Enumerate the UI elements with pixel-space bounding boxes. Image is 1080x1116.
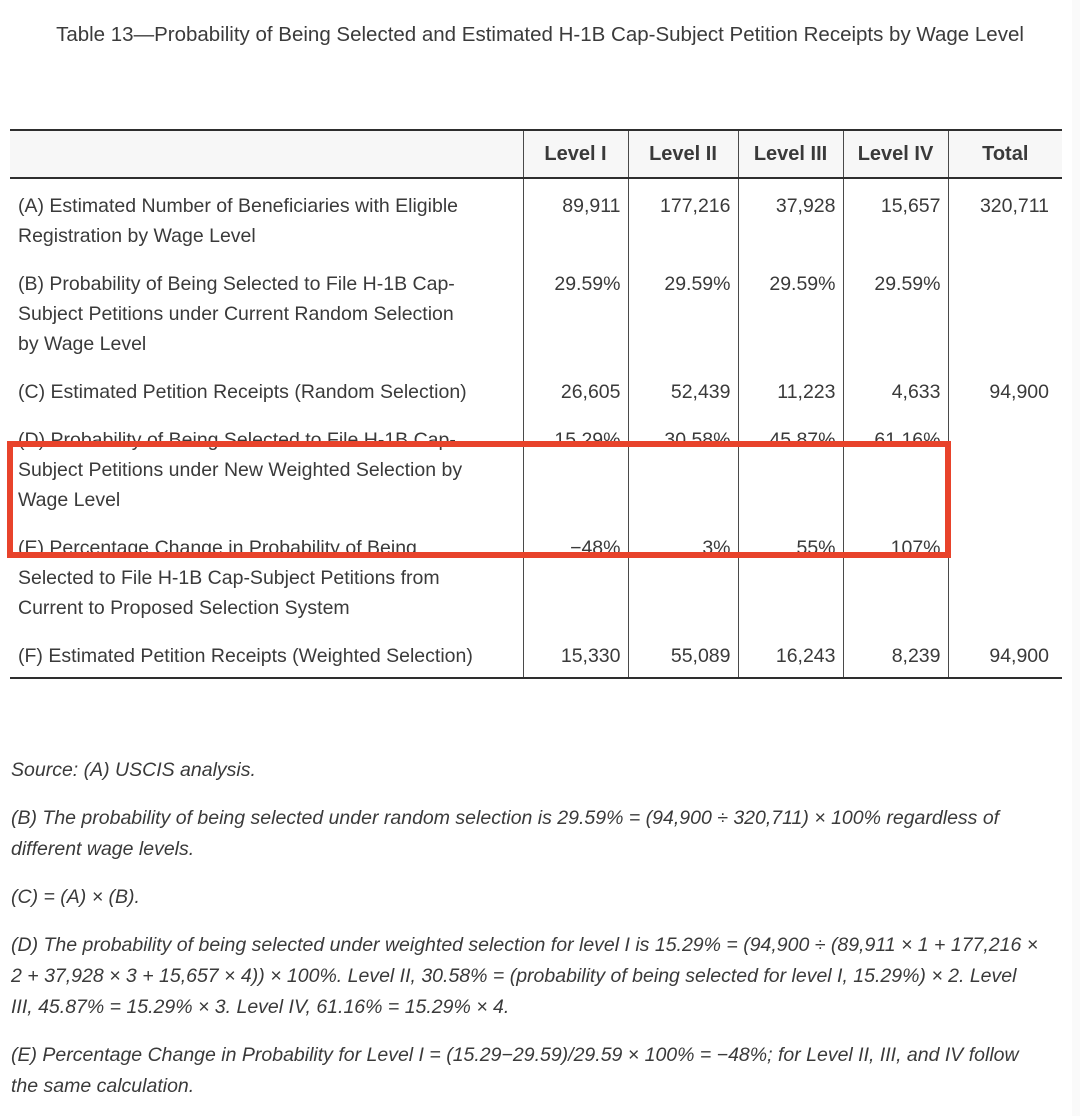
cell-value [948, 413, 1062, 521]
row-label: (C) Estimated Petition Receipts (Random Selection) [18, 381, 467, 403]
cell-value: 15.29% [523, 413, 628, 521]
cell-value: 4,633 [843, 365, 948, 413]
cell-value [948, 257, 1062, 365]
table-row-c [10, 365, 1062, 413]
table-header-row [10, 130, 1062, 178]
table-notes [11, 755, 1041, 1116]
cell-value: 55,089 [628, 629, 738, 678]
cell-value: 177,216 [628, 178, 738, 257]
column-header-blank [10, 130, 523, 178]
cell-value: 30.58% [628, 413, 738, 521]
row-label: (F) Estimated Petition Receipts (Weighted Selection) [10, 629, 523, 678]
cell-value: 16,243 [738, 629, 843, 678]
cell-value: 15,330 [523, 629, 628, 678]
table-title: Table 13—Probability of Being Selected and Estimated H-1B Cap-Subject Petition Receipts by Wage Level [56, 23, 1024, 46]
cell-value [948, 521, 1062, 629]
table-row-e [10, 521, 1062, 629]
cell-value: 94,900 [948, 365, 1062, 413]
column-header-total: Total [948, 130, 1062, 178]
cell-value: 26,605 [523, 365, 628, 413]
column-header-level-3: Level III [738, 130, 843, 178]
row-label: (B) Probability of Being Selected to File H-1B Cap-Subject Petitions under Current Random Selection by Wage Level [18, 273, 455, 355]
cell-value: 94,900 [948, 629, 1062, 678]
table-row-d-highlighted [10, 413, 1062, 521]
data-table [10, 129, 1062, 679]
cell-value: 45.87% [738, 413, 843, 521]
petition-receipts-table [10, 129, 1062, 679]
cell-value: 15,657 [843, 178, 948, 257]
table-row-a [10, 178, 1062, 257]
cell-value: 320,711 [948, 178, 1062, 257]
column-header-level-1: Level I [523, 130, 628, 178]
row-label: (D) Probability of Being Selected to File H-1B Cap-Subject Petitions under New Weighted Selection by Wage Level [18, 429, 463, 511]
row-label: (A) Estimated Number of Beneficiaries with Eligible Registration by Wage Level [18, 195, 459, 247]
cell-value: 52,439 [628, 365, 738, 413]
cell-value: 55% [738, 521, 843, 629]
cell-value: 11,223 [738, 365, 843, 413]
note-c: (C) = (A) × (B). [11, 886, 140, 908]
note-b: (B) The probability of being selected under random selection is 29.59% = (94,900 ÷ 320,711) × 100% regardless of different wage levels. [11, 807, 1000, 860]
note-e: (E) Percentage Change in Probability for Level I = (15.29−29.59)/29.59 × 100% = −48%; for Level II, III, and IV follow the same calculation. [11, 1044, 1019, 1097]
note-d: (D) The probability of being selected under weighted selection for level I is 15.29% = (94,900 ÷ (89,911 × 1 + 177,216 × 2 + 37,928 × 3 + 15,657 × 4)) × 100%. Level II, 30.58% = (probability of being selected for level I, 15.29%) × 2. Level III, 45.87% = 15.29% × 3. Level IV, 61.16% = 15.29% × 4. [11, 934, 1039, 1018]
cell-value: 61.16% [843, 413, 948, 521]
cell-value: 8,239 [843, 629, 948, 678]
cell-value: 107% [843, 521, 948, 629]
table-row-f [10, 629, 1062, 678]
cell-value: 29.59% [523, 257, 628, 365]
note-source: Source: (A) USCIS analysis. [11, 759, 256, 781]
column-header-level-2: Level II [628, 130, 738, 178]
page-edge-gutter [1072, 0, 1080, 1116]
cell-value: 29.59% [738, 257, 843, 365]
row-label: (E) Percentage Change in Probability of Being Selected to File H-1B Cap-Subject Petitions from Current to Proposed Selection System [18, 537, 440, 619]
cell-value: 29.59% [628, 257, 738, 365]
cell-value: 89,911 [523, 178, 628, 257]
cell-value: 3% [628, 521, 738, 629]
cell-value: −48% [523, 521, 628, 629]
cell-value: 37,928 [738, 178, 843, 257]
cell-value: 29.59% [843, 257, 948, 365]
column-header-level-4: Level IV [843, 130, 948, 178]
table-row-b [10, 257, 1062, 365]
